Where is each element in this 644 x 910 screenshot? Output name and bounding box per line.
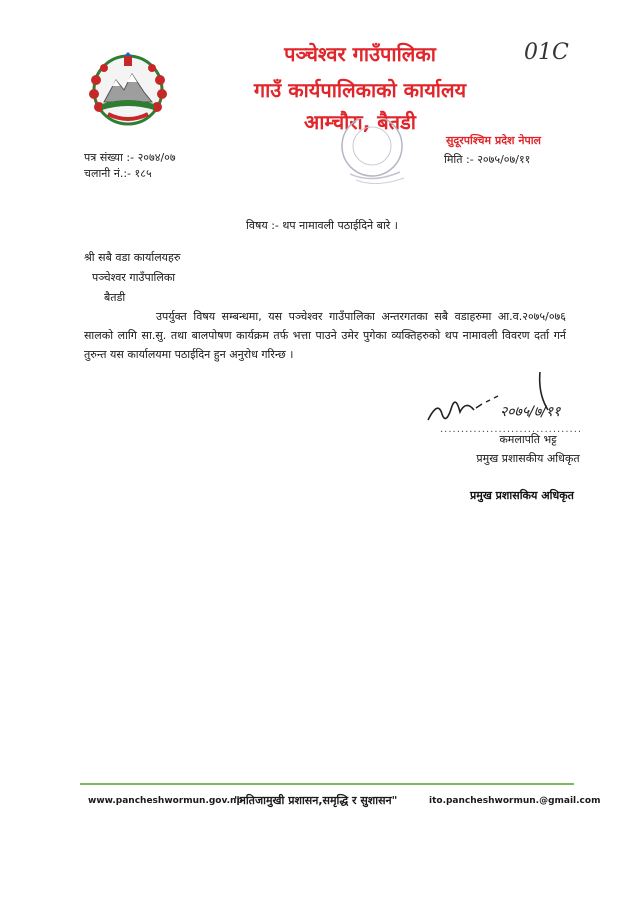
footer-slogan: "नतिजामुखी प्रशासन,समृद्धि र सुशासन" — [234, 794, 398, 807]
footer-rule — [80, 783, 574, 785]
office-stamp — [320, 118, 430, 190]
handwritten-signature — [420, 370, 590, 430]
office-address-line: आम्चौरा, बैतडी — [304, 110, 416, 134]
recipient-line2: पञ्चेश्वर गाउँपालिका — [92, 271, 176, 284]
signatory-title: प्रमुख प्रशासकीय अधिकृत — [476, 452, 580, 465]
margin-note: 01C — [524, 40, 569, 65]
signatory-name-row — [0, 432, 644, 447]
footer-email: ito.pancheshwormun.@gmail.com — [429, 796, 601, 806]
signatory-stamp-title: प्रमुख प्रशासकिय अधिकृत — [470, 489, 574, 502]
letter-body-text: उपर्युक्त विषय सम्बन्धमा, यस पञ्चेश्वर गाउँपालिका अन्तरगतका सबै वडाहरुमा आ.व.२०७५/०७६ सालको लागि सा.सु. तथा बालपोषण कार्यक्रम तर्फ भत्ता पाउने उमेर पुगेका व्यक्तिहरुको थप नामावली विवरण दर्ता गर्न तुरुन्त यस कार्यालयमा पठाईदिन हुन अनुरोध गरिन्छ । — [84, 310, 566, 361]
nepal-emblem-logo — [82, 50, 174, 128]
office-name-line2: गाउँ कार्यपालिकाको कार्यालय — [253, 78, 467, 102]
signatory-title-row — [0, 451, 644, 466]
office-name-line1: पञ्चेश्वर गाउँपालिका — [284, 42, 436, 66]
handwritten-date: २०७५/७/११ — [500, 404, 561, 420]
dispatch-number: चलानी नं.:- १८५ — [84, 167, 152, 180]
signature-dotted-line: .................................. — [440, 424, 583, 435]
province-label: सुदूरपश्चिम प्रदेश नेपाल — [446, 134, 542, 147]
letter-body — [84, 307, 566, 364]
letter-subject: विषय :- थप नामावली पठाईदिने बारे । — [246, 219, 398, 232]
signatory-name: कमलापति भट्ट — [499, 433, 557, 446]
letter-date: मिति :- २०७५/०७/११ — [444, 153, 531, 166]
recipient-line3: बैतडी — [104, 291, 126, 304]
recipient-line1: श्री सबै वडा कार्यालयहरु — [84, 251, 181, 264]
footer-website: www.pancheshwormun.gov.np — [88, 796, 243, 806]
reference-number: पत्र संख्या :- २०७४/०७ — [84, 151, 176, 164]
